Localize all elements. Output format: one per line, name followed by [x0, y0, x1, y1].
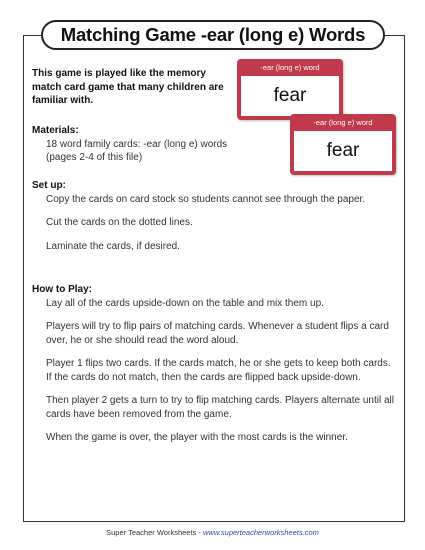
- card-header: -ear (long e) word: [313, 117, 373, 127]
- how-to-play-item: Lay all of the cards upside-down on the table and mix them up.: [46, 297, 324, 309]
- intro-text: This game is played like the memory match card game that many children are familiar with.: [32, 68, 224, 106]
- how-to-play-item: Players will try to flip pairs of matching cards. Whenever a student flips a card over, he or she should read the word aloud.: [46, 321, 389, 346]
- footer: [0, 528, 425, 537]
- how-to-play-heading: How to Play:: [32, 284, 93, 295]
- how-to-play-item: Then player 2 gets a turn to try to flip matching cards. Players alternate until all cards have been removed from the game.: [46, 395, 394, 420]
- how-to-play-item: When the game is over, the player with the most cards is the winner.: [46, 432, 348, 443]
- word-card-example-1: [237, 59, 343, 120]
- materials-line: (pages 2-4 of this file): [46, 152, 143, 163]
- footer-text: Super Teacher Worksheets -: [106, 528, 203, 537]
- word-card-example-2: [290, 114, 396, 175]
- footer-link[interactable]: www.superteacherworksheets.com: [202, 528, 319, 537]
- page-title: Matching Game -ear (long e) Words: [41, 20, 385, 50]
- card-word: fear: [241, 76, 339, 116]
- page-border: [23, 35, 405, 522]
- materials-heading: Materials:: [32, 125, 79, 136]
- setup-section: [32, 179, 397, 253]
- setup-item: Cut the cards on the dotted lines.: [46, 217, 193, 228]
- setup-item: Laminate the cards, if desired.: [46, 240, 180, 252]
- materials-line: 18 word family cards: -ear (long e) words: [46, 138, 228, 150]
- card-word: fear: [294, 131, 392, 171]
- card-header: -ear (long e) word: [260, 62, 320, 72]
- setup-item: Copy the cards on card stock so students cannot see through the paper.: [46, 193, 366, 205]
- how-to-play-item: Player 1 flips two cards. If the cards match, he or she gets to keep both cards. If the cards do not match, then the cards are flipped back upside-down.: [46, 358, 391, 383]
- setup-heading: Set up:: [32, 180, 66, 191]
- materials-section: [32, 124, 272, 165]
- how-to-play-section: [32, 283, 397, 445]
